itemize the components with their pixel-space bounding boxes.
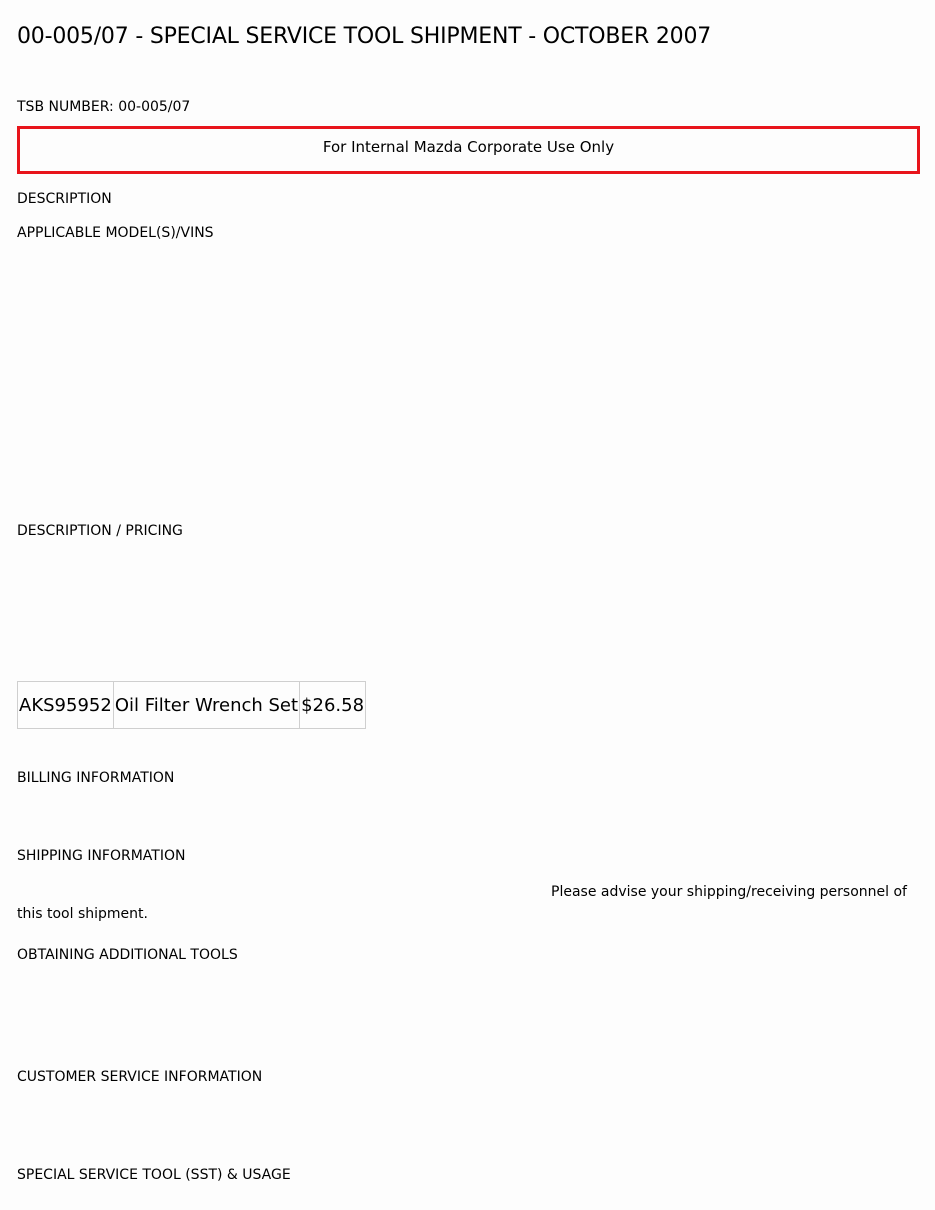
internal-use-notice-box	[17, 126, 920, 174]
section-heading-description-pricing: DESCRIPTION / PRICING	[17, 523, 183, 539]
part-number-cell: AKS95952	[18, 682, 114, 729]
section-heading-shipping: SHIPPING INFORMATION	[17, 848, 186, 864]
table-row	[18, 682, 366, 729]
tsb-number: TSB NUMBER: 00-005/07	[17, 99, 191, 115]
shipping-note: Please advise your shipping/receiving personnel of this tool shipment.	[17, 884, 907, 922]
section-heading-description: DESCRIPTION	[17, 191, 112, 207]
part-price-cell: $26.58	[300, 682, 366, 729]
part-description-cell: Oil Filter Wrench Set	[113, 682, 299, 729]
pricing-table	[17, 681, 366, 729]
section-heading-customer-service: CUSTOMER SERVICE INFORMATION	[17, 1069, 263, 1085]
section-heading-applicable-models: APPLICABLE MODEL(S)/VINS	[17, 225, 214, 241]
section-heading-obtaining-tools: OBTAINING ADDITIONAL TOOLS	[17, 947, 238, 963]
page-title: 00-005/07 - SPECIAL SERVICE TOOL SHIPMENT - OCTOBER 2007	[17, 24, 712, 49]
internal-use-notice: For Internal Mazda Corporate Use Only	[322, 138, 615, 156]
section-heading-sst-usage: SPECIAL SERVICE TOOL (SST) & USAGE	[17, 1167, 291, 1183]
section-heading-billing: BILLING INFORMATION	[17, 770, 175, 786]
